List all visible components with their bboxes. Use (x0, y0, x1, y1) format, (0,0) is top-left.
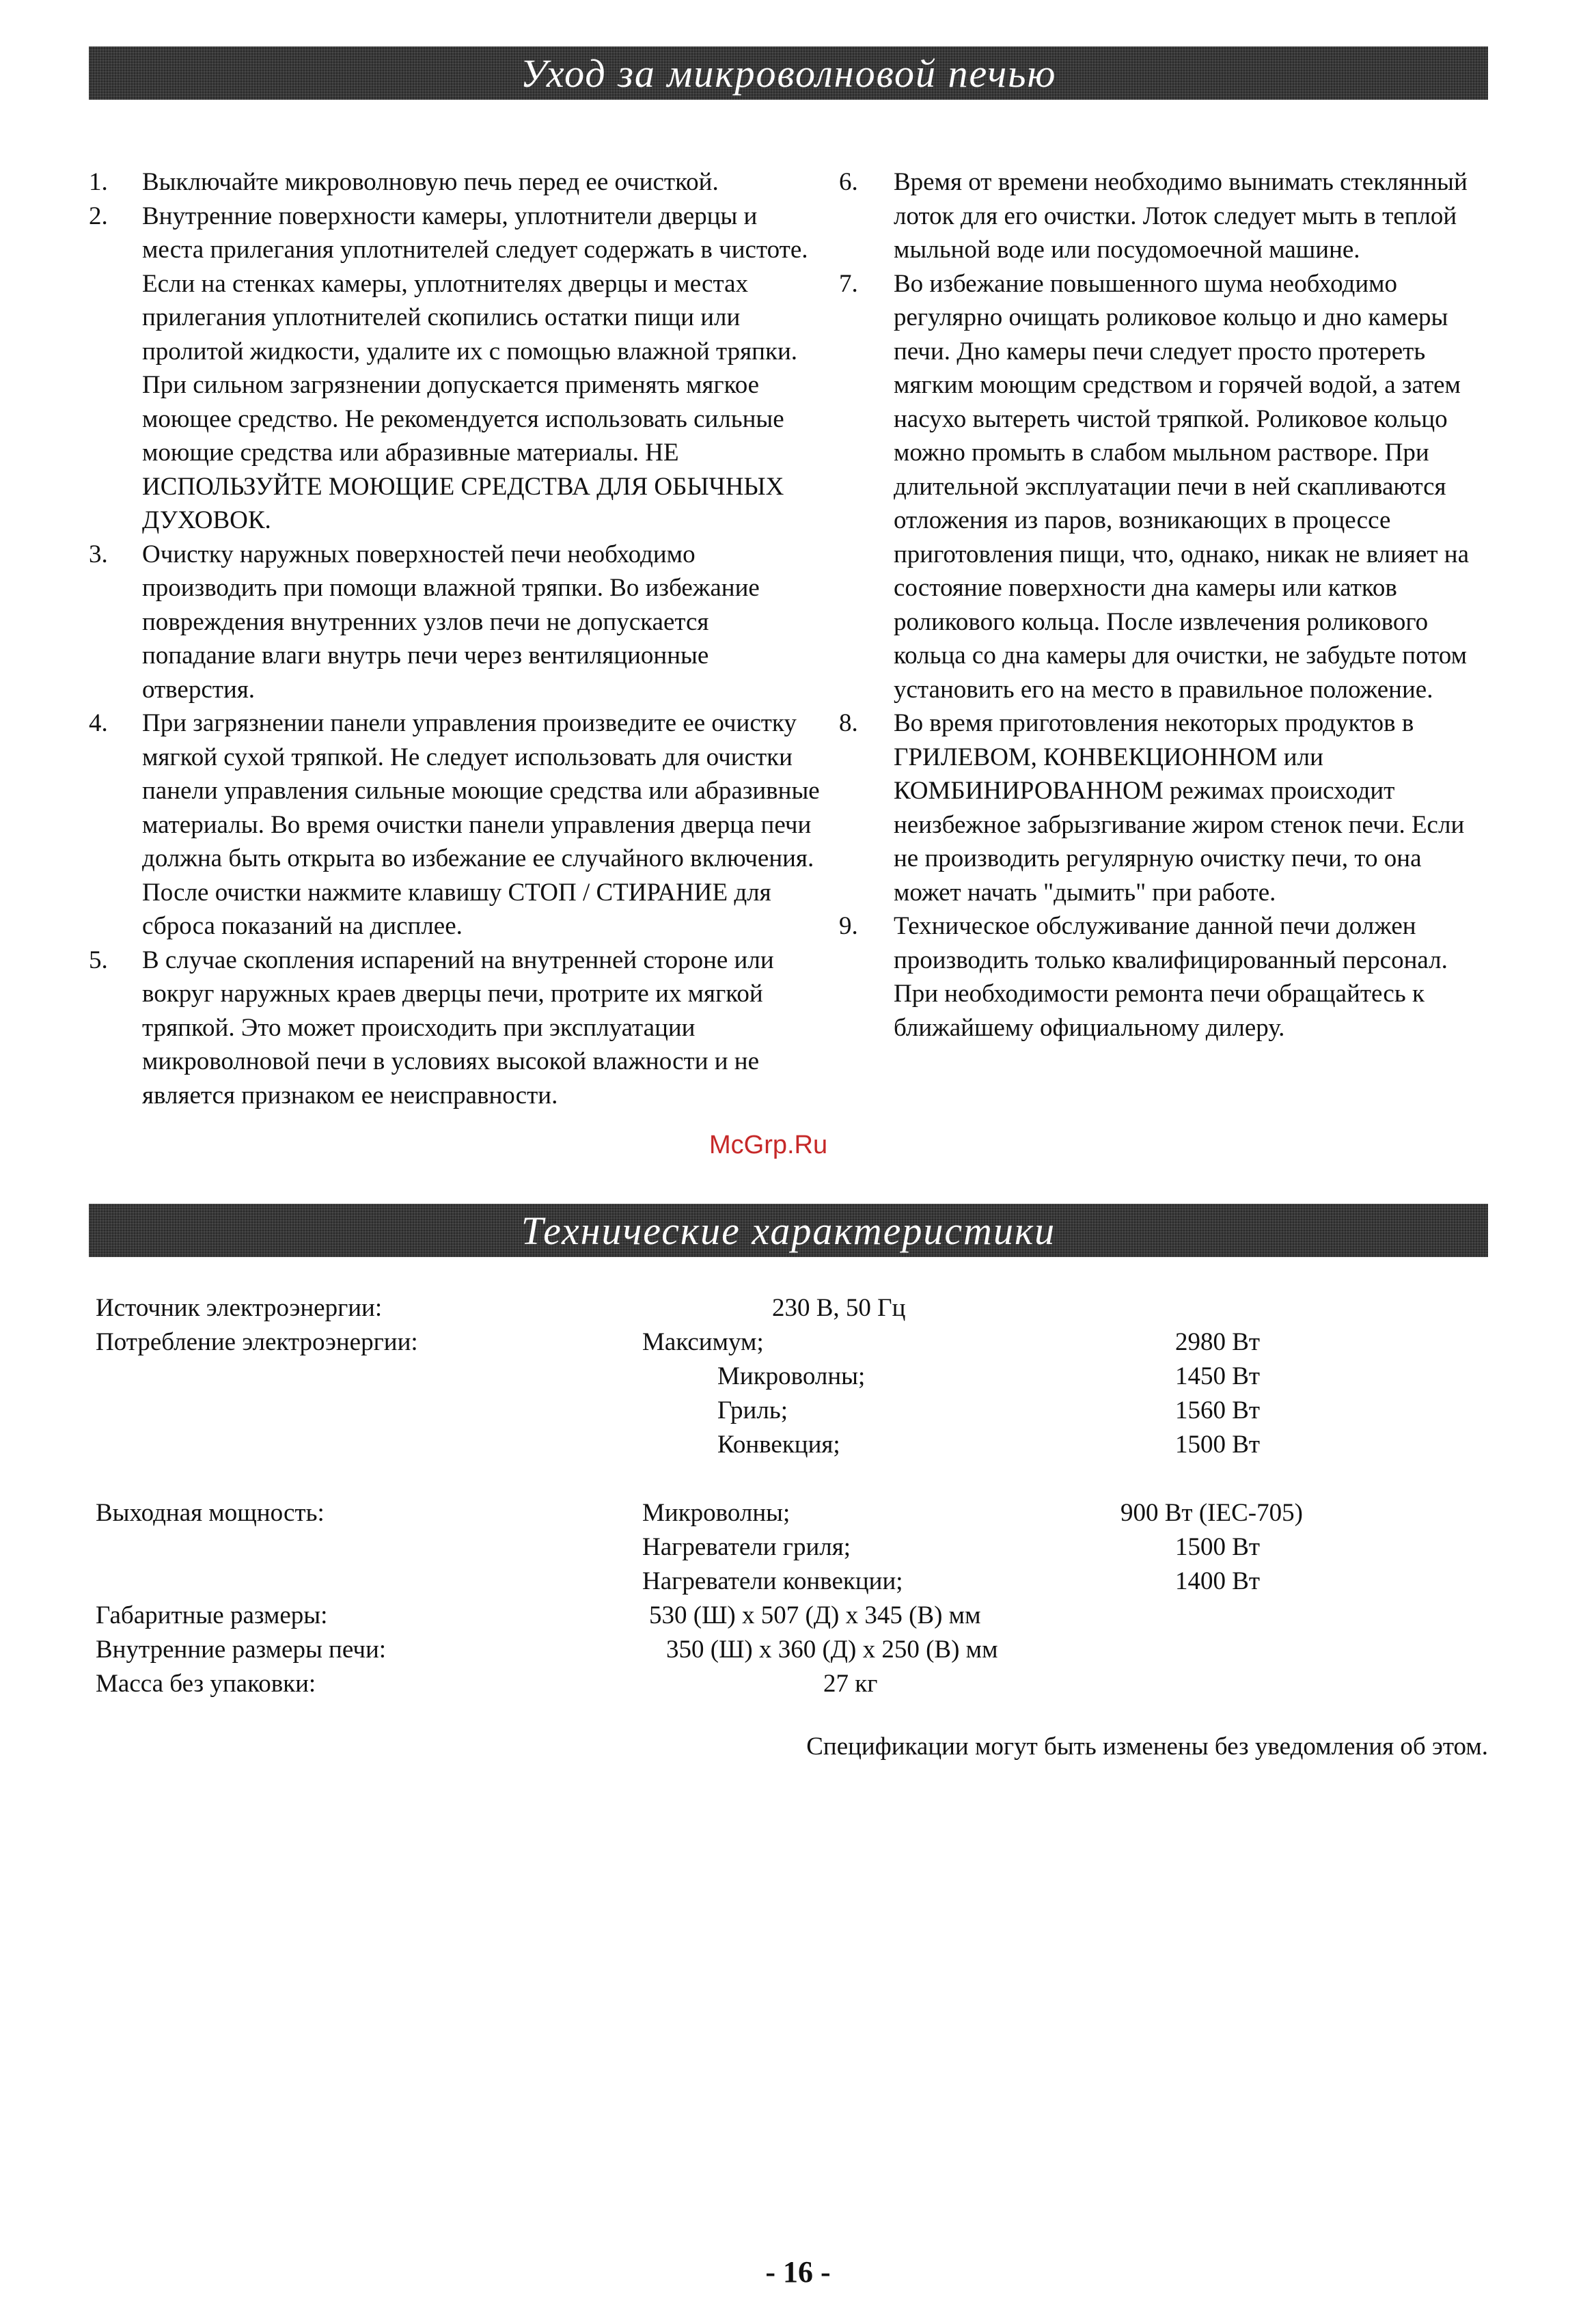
item-number: 8. (839, 709, 858, 737)
item-text: Выключайте микроволновую печь перед ее очисткой. (142, 168, 719, 196)
spec-label: Масса без упаковки: (96, 1670, 316, 1698)
item-text: В случае скопления испарений на внутренней стороне или вокруг наружных краев дверцы печи, протрите их мягкой тряпкой. Это может происходить при эксплуатации микроволновой печи в условиях высокой влажности и не является признаком ее неисправности. (142, 946, 774, 1110)
list-item (89, 165, 820, 199)
list-item (839, 267, 1488, 707)
spec-subitem: Гриль; (717, 1396, 788, 1424)
spec-subitem: Микроволны; (717, 1362, 866, 1390)
item-text: Очистку наружных поверхностей печи необходимо производить при помощи влажной тряпки. Во избежание повреждения внутренних узлов печи не допускается попадание влаги внутрь печи через вентиляционные отверстия. (142, 540, 760, 704)
item-number: 3. (89, 540, 108, 568)
item-number: 4. (89, 709, 108, 737)
specs-note: Спецификации могут быть изменены без уведомления об этом. (806, 1733, 1488, 1761)
spec-label: Внутренние размеры печи: (96, 1636, 387, 1664)
spec-value: 350 (Ш) x 360 (Д) x 250 (В) мм (666, 1636, 998, 1664)
spec-label: Источник электроэнергии: (96, 1294, 383, 1322)
item-number: 5. (89, 946, 108, 974)
spec-subitem: Максимум; (642, 1328, 764, 1356)
spec-value: 1500 Вт (1175, 1431, 1261, 1459)
spec-value: 1450 Вт (1175, 1362, 1261, 1390)
spec-value: 230 В, 50 Гц (772, 1294, 906, 1322)
list-item (89, 538, 820, 707)
care-list-right-column (839, 165, 1488, 1045)
watermark: McGrp.Ru (709, 1131, 828, 1159)
specs-section-title: Технические характеристики (521, 1208, 1056, 1253)
spec-subitem: Конвекция; (717, 1431, 840, 1459)
item-text: Техническое обслуживание данной печи должен производить только квалифицированный персонал. При необходимости ремонта печи обращайтесь к ближайшему официальному дилеру. (894, 912, 1448, 1042)
item-text: Во избежание повышенного шума необходимо регулярно очищать роликовое кольцо и дно камеры печи. Дно камеры печи следует просто протереть мягким моющим средством и горячей водой, а затем насухо вытереть чистой тряпкой. Роликовое кольцо можно промыть в слабом мыльном растворе. При длительной эксплуатации печи в ней скапливаются отложения из паров, возникающих в процессе приготовления пищи, что, однако, никак не влияет на состояние поверхности дна камеры или катков роликового кольца. После извлечения роликового кольца со дна камеры для очистки, не забудьте потом установить его на место в правильное положение. (894, 269, 1470, 704)
item-number: 6. (839, 168, 858, 196)
item-number: 1. (89, 168, 108, 196)
list-item (839, 706, 1488, 909)
spec-label: Габаритные размеры: (96, 1601, 328, 1629)
item-number: 9. (839, 912, 858, 940)
spec-value: 2980 Вт (1175, 1328, 1261, 1356)
spec-label: Потребление электроэнергии: (96, 1328, 418, 1356)
spec-subitem: Микроволны; (642, 1499, 790, 1527)
page-number: - 16 - (765, 2255, 831, 2289)
spec-value: 27 кг (823, 1670, 878, 1698)
list-item (89, 943, 820, 1113)
list-item (89, 199, 820, 538)
spec-subitem: Нагреватели гриля; (642, 1533, 851, 1561)
care-section-header (89, 46, 1488, 100)
item-text: Время от времени необходимо вынимать стеклянный лоток для его очистки. Лоток следует мыть в теплой мыльной воде или посудомоечной машине. (894, 168, 1468, 264)
spec-value: 530 (Ш) x 507 (Д) x 345 (В) мм (649, 1601, 981, 1629)
spec-label: Выходная мощность: (96, 1499, 325, 1527)
item-number: 7. (839, 269, 858, 298)
item-number: 2. (89, 202, 108, 230)
spec-value: 1400 Вт (1175, 1567, 1261, 1595)
specs-section-header (89, 1204, 1488, 1257)
list-item (839, 165, 1488, 267)
item-text: При загрязнении панели управления произведите ее очистку мягкой сухой тряпкой. Не следует использовать для очистки панели управления сильные моющие средства или абразивные материалы. Во время очистки панели управления дверца печи должна быть открыта во избежание ее случайного включения. После очистки нажмите клавишу СТОП / СТИРАНИЕ для сброса показаний на дисплее. (142, 709, 820, 940)
care-section-title: Уход за микроволновой печью (520, 51, 1057, 96)
spec-subitem: Нагреватели конвекции; (642, 1567, 903, 1595)
spec-value: 900 Вт (IEC-705) (1120, 1499, 1303, 1527)
spec-value: 1560 Вт (1175, 1396, 1261, 1424)
list-item (839, 909, 1488, 1045)
care-list-left-column (89, 165, 820, 1112)
item-text: Во время приготовления некоторых продуктов в ГРИЛЕВОМ, КОНВЕКЦИОННОМ или КОМБИНИРОВАННОМ режимах происходит неизбежное забрызгивание жиром стенок печи. Если не производить регулярную очистку печи, то она может начать "дымить" при работе. (894, 709, 1465, 907)
list-item (89, 706, 820, 943)
item-text: Внутренние поверхности камеры, уплотнители дверцы и места прилегания уплотнителей следует содержать в чистоте. Если на стенках камеры, уплотнителях дверцы и местах прилегания уплотнителей скопились остатки пищи или пролитой жидкости, удалите их с помощью влажной тряпки. При сильном загрязнении допускается применять мягкое моющее средство. Не рекомендуется использовать сильные моющие средства или абразивные материалы. НЕ ИСПОЛЬЗУЙТЕ МОЮЩИЕ СРЕДСТВА ДЛЯ ОБЫЧНЫХ ДУХОВОК. (142, 202, 808, 534)
spec-value: 1500 Вт (1175, 1533, 1261, 1561)
